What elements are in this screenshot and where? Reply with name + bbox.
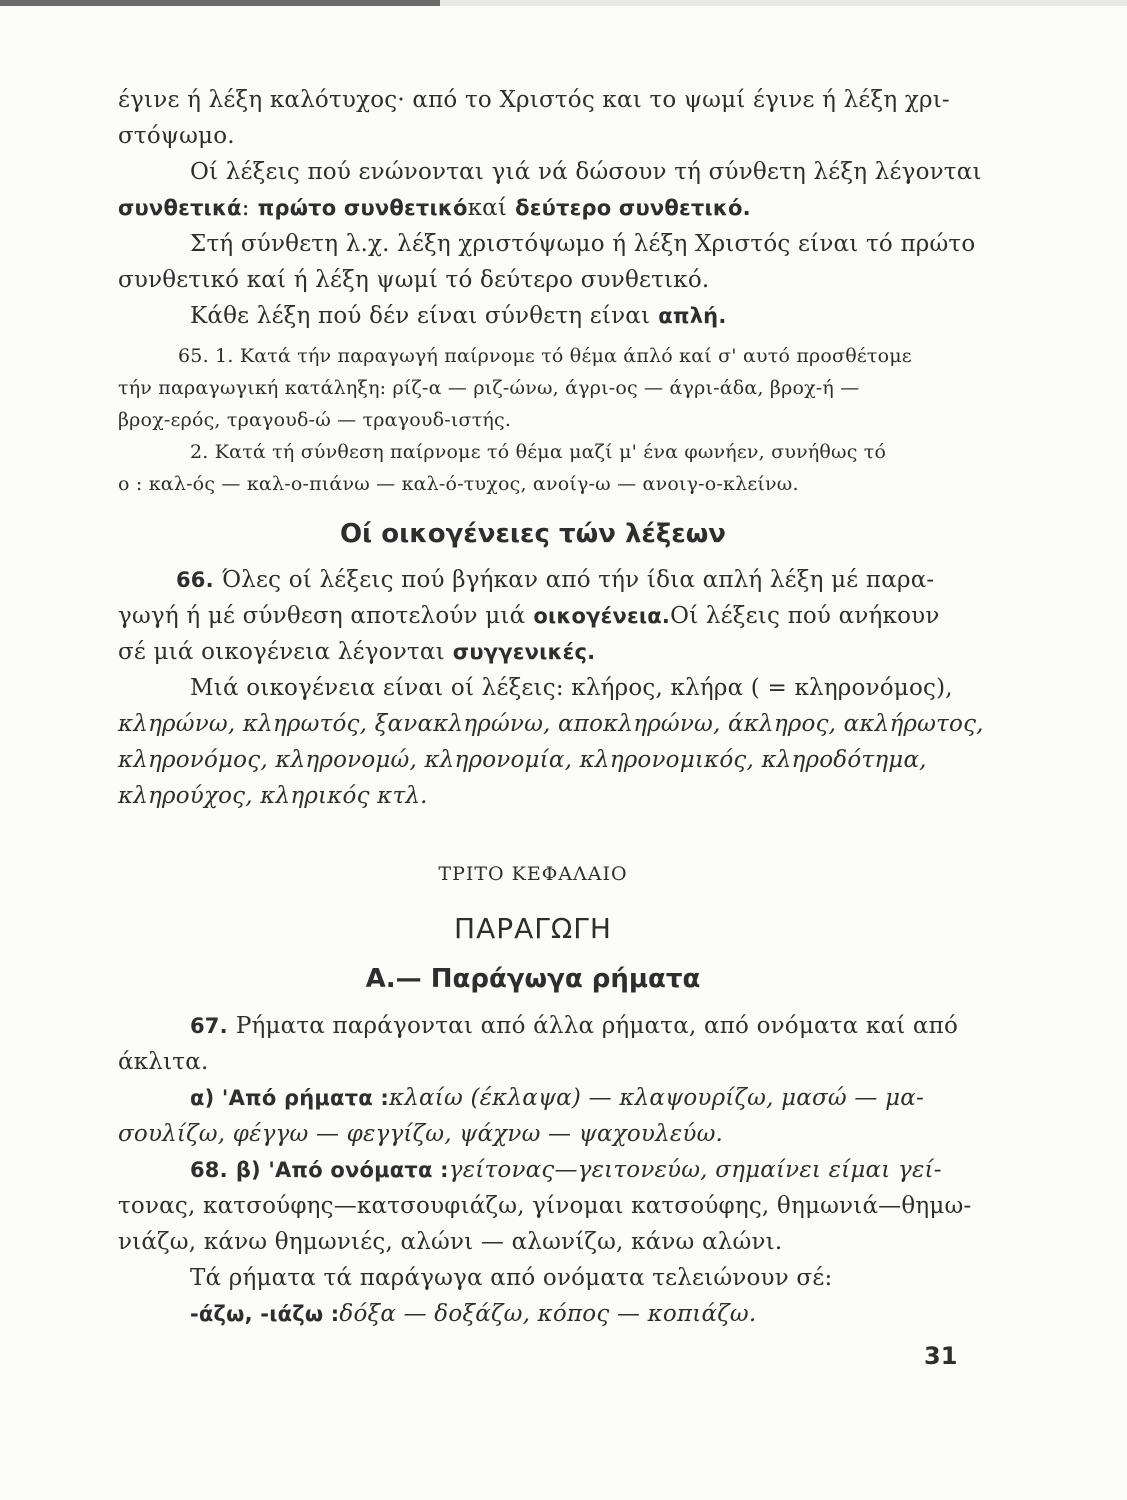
text: Όλες οί λέξεις πού βγήκαν από τήν ίδια απλή λέξη μέ παρα-	[221, 567, 935, 593]
text-line	[118, 598, 948, 634]
text: Οί λέξεις πού ανήκουν	[670, 603, 940, 629]
text: τονας, κατσούφης—κατσουφιάζω, γίνομαι κατσούφης, θημωνιά—θημω-	[118, 1193, 972, 1219]
term-bold: πρώτο συνθετικό	[257, 196, 468, 220]
text: 65. 1. Κατά τήν παραγωγή παίρνομε τό θέμα άπλό καί σ' αυτό προσθέτομε	[178, 345, 912, 367]
term-bold: οικογένεια.	[533, 604, 671, 628]
term-bold: συνθετικά	[118, 196, 242, 220]
page-number: 31	[924, 1342, 958, 1370]
text: συνθετικό καί ή λέξη ψωμί τό δεύτερο συνθετικό.	[118, 267, 710, 293]
text-line	[118, 190, 948, 226]
section-heading: Οί οικογένειες τών λέξεων	[339, 519, 727, 549]
term-bold: δεύτερο συνθετικό.	[515, 196, 751, 220]
text: ο : καλ-ός — καλ-ο-πιάνω — καλ-ό-τυχος, ανοίγ-ω — ανοιγ-ο-κλείνω.	[118, 473, 799, 495]
text: γείτονας—γειτονεύω, σημαίνει είμαι γεί-	[448, 1157, 942, 1183]
text-line	[118, 1044, 948, 1080]
text-line	[118, 154, 982, 190]
text-line	[118, 670, 953, 706]
term-bold: συγγενικές.	[452, 640, 596, 664]
text-line	[118, 468, 948, 500]
section-number: 67.	[190, 1014, 228, 1038]
text: Κάθε λέξη πού δέν είναι σύνθετη είναι	[190, 303, 651, 329]
text-line	[118, 778, 948, 814]
text: σέ μιά οικογένεια λέγονται	[118, 639, 445, 665]
section-number: 66.	[176, 568, 214, 592]
text-line	[118, 1260, 948, 1296]
text: 2. Κατά τή σύνθεση παίρνομε τό θέμα μαζί μ' ένα φωνήεν, συνήθως τό	[190, 441, 887, 463]
text: κλαίω (έκλαψα) — κλαψουρίζω, μασώ — μα-	[388, 1085, 924, 1111]
chapter-label: ΤΡΙΤΟ ΚΕΦΑΛΑΙΟ	[438, 863, 628, 885]
term-bold: β) 'Από ονόματα :	[235, 1158, 449, 1182]
text-line	[118, 298, 948, 334]
text: :	[241, 195, 250, 221]
text-line	[118, 82, 948, 118]
text-line	[118, 562, 948, 598]
scan-top-edge-dark	[0, 0, 440, 6]
text-line	[118, 226, 976, 262]
text: στόψωμο.	[118, 123, 235, 149]
text: Μιά οικογένεια είναι οί λέξεις: κλήρος, κλήρα ( = κληρονόμος),	[190, 675, 953, 701]
text-line	[118, 340, 948, 372]
text: Τά ρήματα τά παράγωγα από ονόματα τελειώνουν σέ:	[190, 1265, 833, 1291]
text-line	[118, 372, 948, 404]
term-bold: απλή.	[658, 304, 727, 328]
text: νιάζω, κάνω θημωνιές, αλώνι — αλωνίζω, κάνω αλώνι.	[118, 1229, 783, 1255]
text: Ρήματα παράγονται από άλλα ρήματα, από ονόματα καί από	[235, 1013, 959, 1039]
text: κληρώνω, κληρωτός, ξανακληρώνω, αποκληρώνω, άκληρος, ακλήρωτος,	[118, 711, 984, 737]
text-line	[118, 1224, 948, 1260]
chapter-title: ΠΑΡΑΓΩΓΗ	[454, 912, 612, 945]
section-number: 68.	[190, 1158, 228, 1182]
text: κληρονόμος, κληρονομώ, κληρονομία, κληρονομικός, κληροδότημα,	[118, 747, 927, 773]
text-line	[118, 1188, 972, 1224]
text: σουλίζω, φέγγω — φεγγίζω, ψάχνω — ψαχουλεύω.	[118, 1121, 724, 1147]
term-bold: α) 'Από ρήματα :	[190, 1086, 389, 1110]
text-line	[118, 436, 948, 468]
text-line	[118, 262, 948, 298]
text: κληρούχος, κληρικός κτλ.	[118, 783, 428, 809]
term-bold: -άζω, -ιάζω :	[190, 1302, 340, 1326]
text: Οί λέξεις πού ενώνονται γιά νά δώσουν τή σύνθετη λέξη λέγονται	[190, 159, 982, 185]
text-line	[118, 742, 948, 778]
text: καί	[467, 195, 508, 221]
text: γωγή ή μέ σύνθεση αποτελούν μιά	[118, 603, 526, 629]
book-page	[118, 82, 984, 1332]
text: βροχ-ερός, τραγουδ-ώ — τραγουδ-ιστής.	[118, 409, 512, 431]
text-line	[118, 1296, 948, 1332]
text-line	[118, 634, 948, 670]
text-line	[118, 1116, 948, 1152]
text-line	[118, 1152, 948, 1188]
text-line	[118, 1080, 948, 1116]
text: έγινε ή λέξη καλότυχος· από το Χριστός και το ψωμί έγινε ή λέξη χρι-	[118, 87, 950, 113]
text: Στή σύνθετη λ.χ. λέξη χριστόψωμο ή λέξη Χριστός είναι τό πρώτο	[190, 231, 976, 257]
scan-top-edge	[0, 0, 1127, 6]
text: δόξα — δοξάζω, κόπος — κοπιάζω.	[339, 1301, 757, 1327]
text: άκλιτα.	[118, 1049, 209, 1075]
text-line	[118, 1008, 959, 1044]
text-line	[118, 118, 948, 154]
subsection-title: Α.— Παράγωγα ρήματα	[365, 964, 701, 994]
text-line	[118, 706, 984, 742]
text: τήν παραγωγική κατάληξη: ρίζ-α — ριζ-ώνω, άγρι-ος — άγρι-άδα, βροχ-ή —	[118, 377, 860, 399]
text-line	[118, 404, 948, 436]
